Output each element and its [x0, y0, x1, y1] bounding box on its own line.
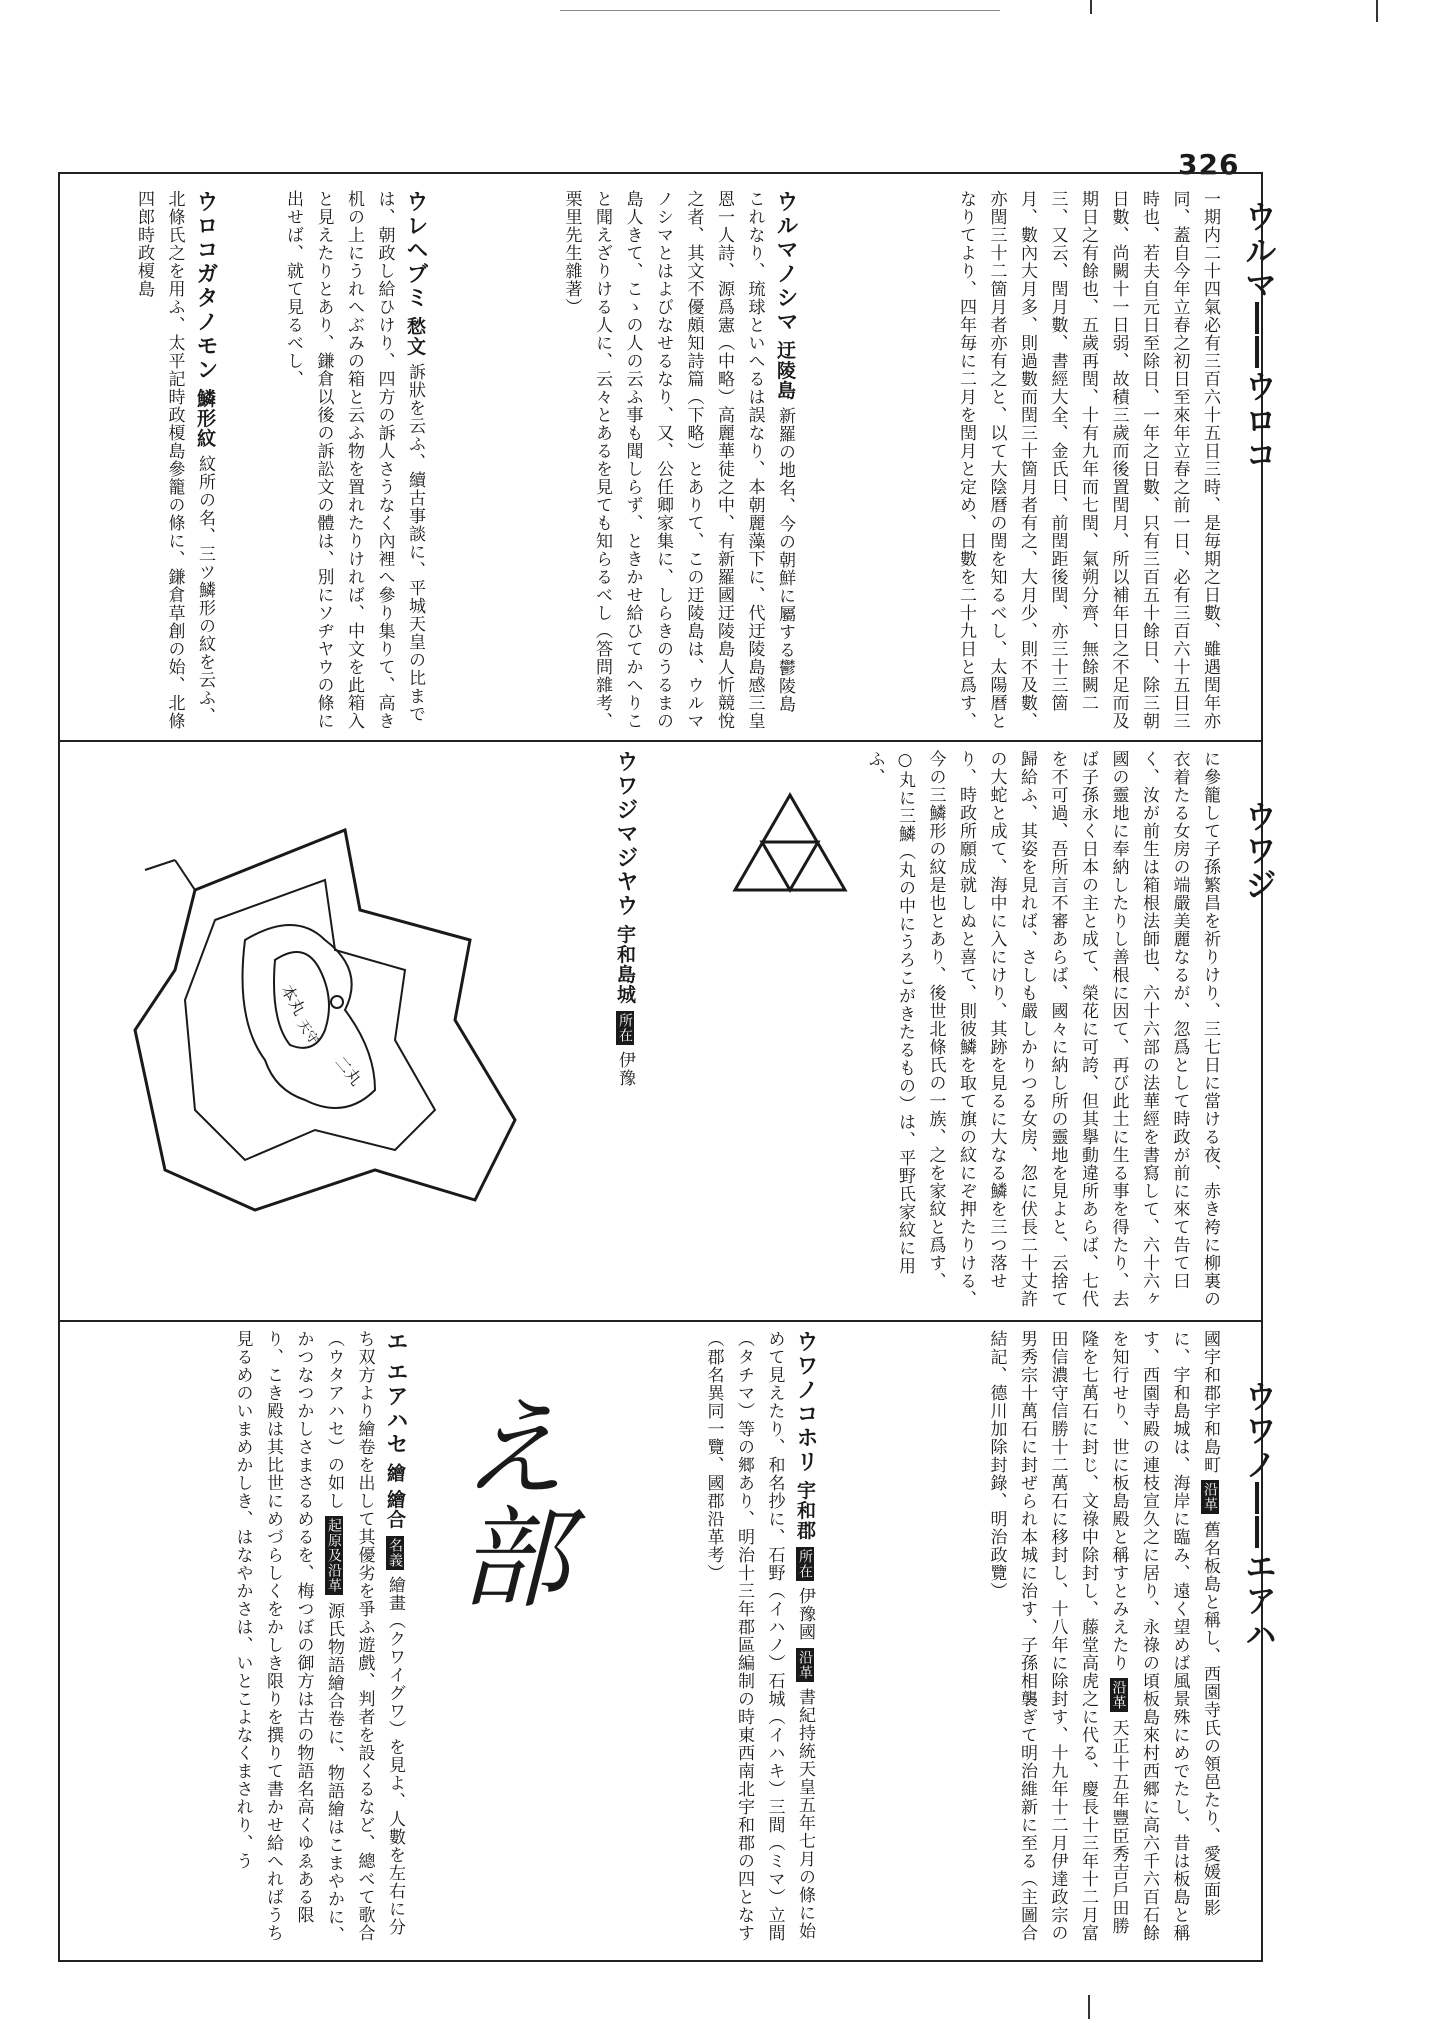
history-badge-2: 沿革: [1110, 1680, 1127, 1711]
lower-body-1: 舊名板島と稱し、西園寺氏の領邑たり、愛媛面影に、宇和島城は、海岸に臨み、遠く望めば風景殊にめでたし、昔は板島と稱す、西園寺殿の連枝宣久之に居り、永祿の頃板島來村西郷に高六千六百石餘を知行せり、世に板島殿と稱すとみえたり: [1108, 1330, 1220, 1942]
uwajima-castle-map: [75, 770, 555, 1310]
entry-subtitle: 愁文: [404, 316, 426, 357]
entry-subtitle: 宇和郡: [794, 1480, 816, 1541]
entry-title: ウロコガタノモン: [193, 190, 218, 382]
header-middle: ウワジ: [1240, 800, 1278, 902]
entry-location: 伊豫國: [795, 1587, 815, 1642]
map-label-honmaru: 本丸: [277, 981, 310, 1019]
upper-entry-urumanoshima: [430, 190, 800, 730]
entry-subtitle: 繪: [384, 1462, 406, 1483]
middle-continuation-body: に參籠して子孫繁昌を祈りけり、三七日に當ける夜、赤き袴に柳裏の衣着たる女房の端嚴美麗なるが、忽爲として時政が前に來て告て曰く、汝が前生は箱根法師也、六十六部の法華經を書寫して、六十六ヶ國の靈地に奉納したりし善根に因て、再び此土に生る事を得たり、去ば子孫永く日本の主と成て、榮花に可誇、但其擧動違所あらば、七代を不可過、吾所言不審あらば、國々に納し所の靈地を見よと、云捨て歸給ふ、其姿を見れば、さしも嚴しかりつる女房、忽に伏長二十丈許の大蛇と成て、海中に入にけり、其跡を見るに大なる鱗を三つ落せり、時政所願成就しぬと喜て、則彼鱗を取て旗の紋にぞ押たりける、今の三鱗形の紋是也とあり、後世北條氏の一族、之を家紋と爲す、○丸に三鱗（丸の中にうろこがきたるもの）は、平野氏家紋に用ふ、: [864, 750, 1220, 1308]
entry-title: ウルマノシマ: [773, 190, 798, 334]
entry-subtitle: 宇和島城: [614, 924, 636, 1005]
meaning-badge: 名義: [387, 1537, 403, 1568]
entry-subtitle: 迂陵島: [774, 340, 796, 401]
scan-top-line-2: [1376, 0, 1378, 22]
page-number: 326: [1178, 148, 1240, 181]
section-letter: エ: [383, 1330, 408, 1354]
entry-title: ウレヘブミ: [403, 190, 428, 310]
lower-continuation-text: [820, 1330, 1225, 1950]
entry-body: 新羅の地名、今の朝鮮に屬する鬱陵島これなり、琉球といへるは誤なり、本朝麗藻下に、代迂陵島感三皇恩一人詩、源爲憲（中略）高麗華徒之中、有新羅國迂陵島人忻競悅之者、其文不優頗知詩篇（下略）とありて、この迂陵島は、ウルマノシマとはよびなせるなり、又、公任卿家集に、しらきのうるまの島人きて、こゝの人の云ふ事も聞しらず、ときかせ給ひてかへりこと聞えざりける人に、云々とあるを見ても知らるべし（答問雜考、栗里先生雜著）: [561, 190, 795, 730]
scan-bottom-mark: [1088, 1995, 1090, 2019]
entry-title: エアハセ: [383, 1360, 408, 1457]
upper-entry-urokogatanomon: [70, 190, 220, 730]
entry-body: 紋所の名、三ツ鱗形の紋を云ふ、北條氏之を用ふ、太平記時政榎島參籠の條に、鎌倉草創の始、北條四郎時政榎島: [134, 190, 215, 730]
entry-body: 訴狀を云ふ、續古事談に、平城天皇の比までは、朝政し給ひけり、四方の訴人さうなく內裡へ參り集りて、高き机の上にうれへぶみの箱と云ふ物を置れたりければ、中文を此箱入と見えたりとあり、鎌倉以後の訴訟文の體は、別にソヂヤウの條に出せば、就て見るべし、: [283, 190, 425, 730]
entry-title: ウワノコホリ: [793, 1330, 818, 1474]
kana-section-heading: [430, 1390, 580, 1730]
scan-top-line: [1090, 0, 1092, 14]
entry-subtitle: 鱗形紋: [194, 388, 216, 449]
entry-body-2: 源氏物語繪合卷に、物語繪はこまやかに、かつなつかしさまさるめるを、梅つぼの御方は古の物語名高くゆゑある限り、こき殿は其比世にめづらしくをかしき限りを撰りて書かせ給へればうち見るめのいまめかしき、はなやかさは、いとこよなくまされり、う: [232, 1330, 344, 1944]
map-label-ninomaru: 二丸: [330, 1052, 367, 1090]
entry-subtitle-2: 繪合: [384, 1489, 406, 1530]
lower-body-2: 天正十五年豐臣秀吉戶田勝隆を七萬石に封じ、文祿中除封し、藤堂高虎之に代る、慶長十三年十二月富田信濃守信勝十二萬石に移封し、十八年に除封す、十九年十二月伊達政宗の男秀宗十萬石に封ぜられ本城に治す、子孫相襲ぎて明治維新に至る（主圖合結記、德川加除封錄、明治政覽）: [986, 1330, 1129, 1942]
entry-body: 書紀持統天皇五年七月の條に始めて見えたり、和名抄に、石野（イハノ）石城（イハキ）三間（ミマ）立間（タチマ）等の郷あり、明治十三年郡區編制の時東西南北宇和郡の四となす（郡名異同一覽、國郡沿革考）: [703, 1330, 815, 1942]
middle-entry-uwajimajou: [560, 750, 640, 1310]
lower-entry-eahase: [70, 1330, 410, 1950]
location-badge: 所在: [617, 1012, 633, 1043]
kana-heading-text: え部: [441, 1390, 569, 1610]
section-divider-upper: [58, 740, 1263, 742]
mitsu-uroko-crest-icon: [730, 790, 850, 900]
upper-continuation-body: 一期内二十四氣必有三百六十五日三時、是毎期之日數、雖遇閏年亦同、蓋自今年立春之初日至來年立春之前一日、必有三百六十五日三時也、若夫自元日至除日、一年之日數、只有三百五十餘日、除三朝日數、尚闕十一日弱、故積三歲而後置閏月、所以補年日之不足而及期日之有餘也、五歲再閏、十有九年而七閏、氣朔分齊、無餘闕二三、又云、閏月數、書經大全、金氏日、前閏距後閏、亦三十三箇月、數內大月多、則過數而閏三十箇月者有之、大月少、則不及數、亦閏三十二箇月者亦有之と、以て大陰曆の閏を知るべし、太陽曆となりてより、四年毎に二月を閏月と定め、日數を二十九日と爲す、: [956, 190, 1220, 730]
history-badge: 沿革: [797, 1649, 813, 1680]
location-badge: 所在: [797, 1548, 813, 1579]
entry-title: ウワジマジヤウ: [613, 750, 638, 918]
scan-top-rule: [560, 10, 1000, 11]
header-lower: ウワノ――エアハ: [1240, 1380, 1278, 1652]
middle-continuation-text: [640, 750, 1225, 1310]
upper-entry-urehebumi: [220, 190, 430, 730]
upper-continuation-text: [800, 190, 1225, 730]
lower-entry-uwanokohori: [580, 1330, 820, 1950]
entry-body-tail: 伊豫: [615, 1051, 635, 1088]
section-divider-lower: [58, 1320, 1263, 1322]
history-badge: 沿革: [1202, 1482, 1218, 1513]
origin-badge: 起原及沿革: [326, 1518, 342, 1594]
entry-body: 繪畫（クワイグワ）を見よ、人數を左右に分ち双方より繪卷を出して其優劣を爭ふ遊戲、判者を設くるなど、總べて歌合（ウタアハセ）の如し: [324, 1330, 405, 1942]
map-label-tenshu: 天守: [293, 1017, 322, 1048]
header-upper: ウルマ――ウロコ: [1240, 200, 1278, 472]
lower-continuation-start: 國宇和郡宇和島町: [1200, 1330, 1220, 1474]
